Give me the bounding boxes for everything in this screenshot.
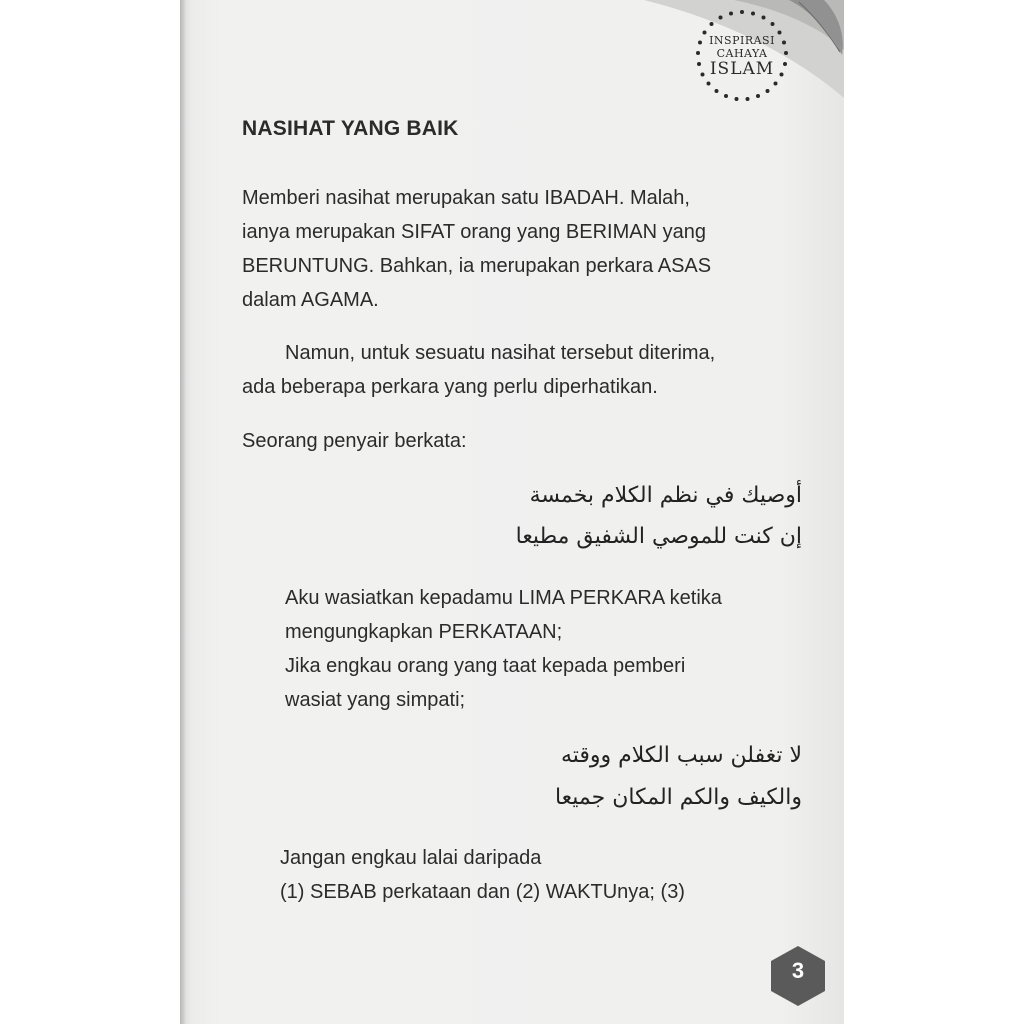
arabic-poem2-line1: لا تغفلن سبب الكلام ووقته [560, 743, 802, 768]
arabic-poem1-line2: إن كنت للموصي الشفيق مطيعا [515, 524, 802, 549]
paragraph1-line2: ianya merupakan SIFAT orang yang BERIMAN yang [242, 221, 706, 243]
paragraph2-line1: Namun, untuk sesuatu nasihat tersebut diterima, [285, 342, 716, 364]
inspirasi-cahaya-islam-logo [692, 6, 792, 106]
translation1-line1: Aku wasiatkan kepadamu LIMA PERKARA ketika [285, 587, 722, 609]
spine-shadow [180, 0, 186, 1024]
paragraph1-line3: BERUNTUNG. Bahkan, ia merupakan perkara ASAS [242, 255, 712, 277]
paragraph1-line4: dalam AGAMA. [242, 289, 379, 311]
translation2-line1: Jangan engkau lalai daripada [280, 847, 542, 869]
paragraph1-line1: Memberi nasihat merupakan satu IBADAH. Malah, [242, 187, 690, 209]
translation1-line4: wasiat yang simpati; [285, 689, 466, 711]
seal-line-islam: ISLAM [709, 59, 775, 79]
translation2-line2: (1) SEBAB perkataan dan (2) WAKTUnya; (3) [280, 881, 685, 903]
arabic-poem2-line2: والكيف والكم المكان جميعا [554, 785, 802, 810]
poet-intro: Seorang penyair berkata: [242, 430, 467, 452]
seal-line-cahaya: CAHAYA [716, 47, 768, 60]
page-number: 3 [791, 958, 805, 983]
paragraph2-line2: ada beberapa perkara yang perlu diperhatikan. [242, 376, 658, 398]
arabic-poem1-line1: أوصيك في نظم الكلام بخمسة [529, 483, 802, 508]
section-heading: NASIHAT YANG BAIK [242, 117, 459, 140]
seal-line-inspirasi: INSPIRASI [709, 34, 775, 47]
book-page [180, 0, 844, 1024]
translation1-line2: mengungkapkan PERKATAAN; [285, 621, 563, 643]
translation1-line3: Jika engkau orang yang taat kepada pemberi [285, 655, 686, 677]
